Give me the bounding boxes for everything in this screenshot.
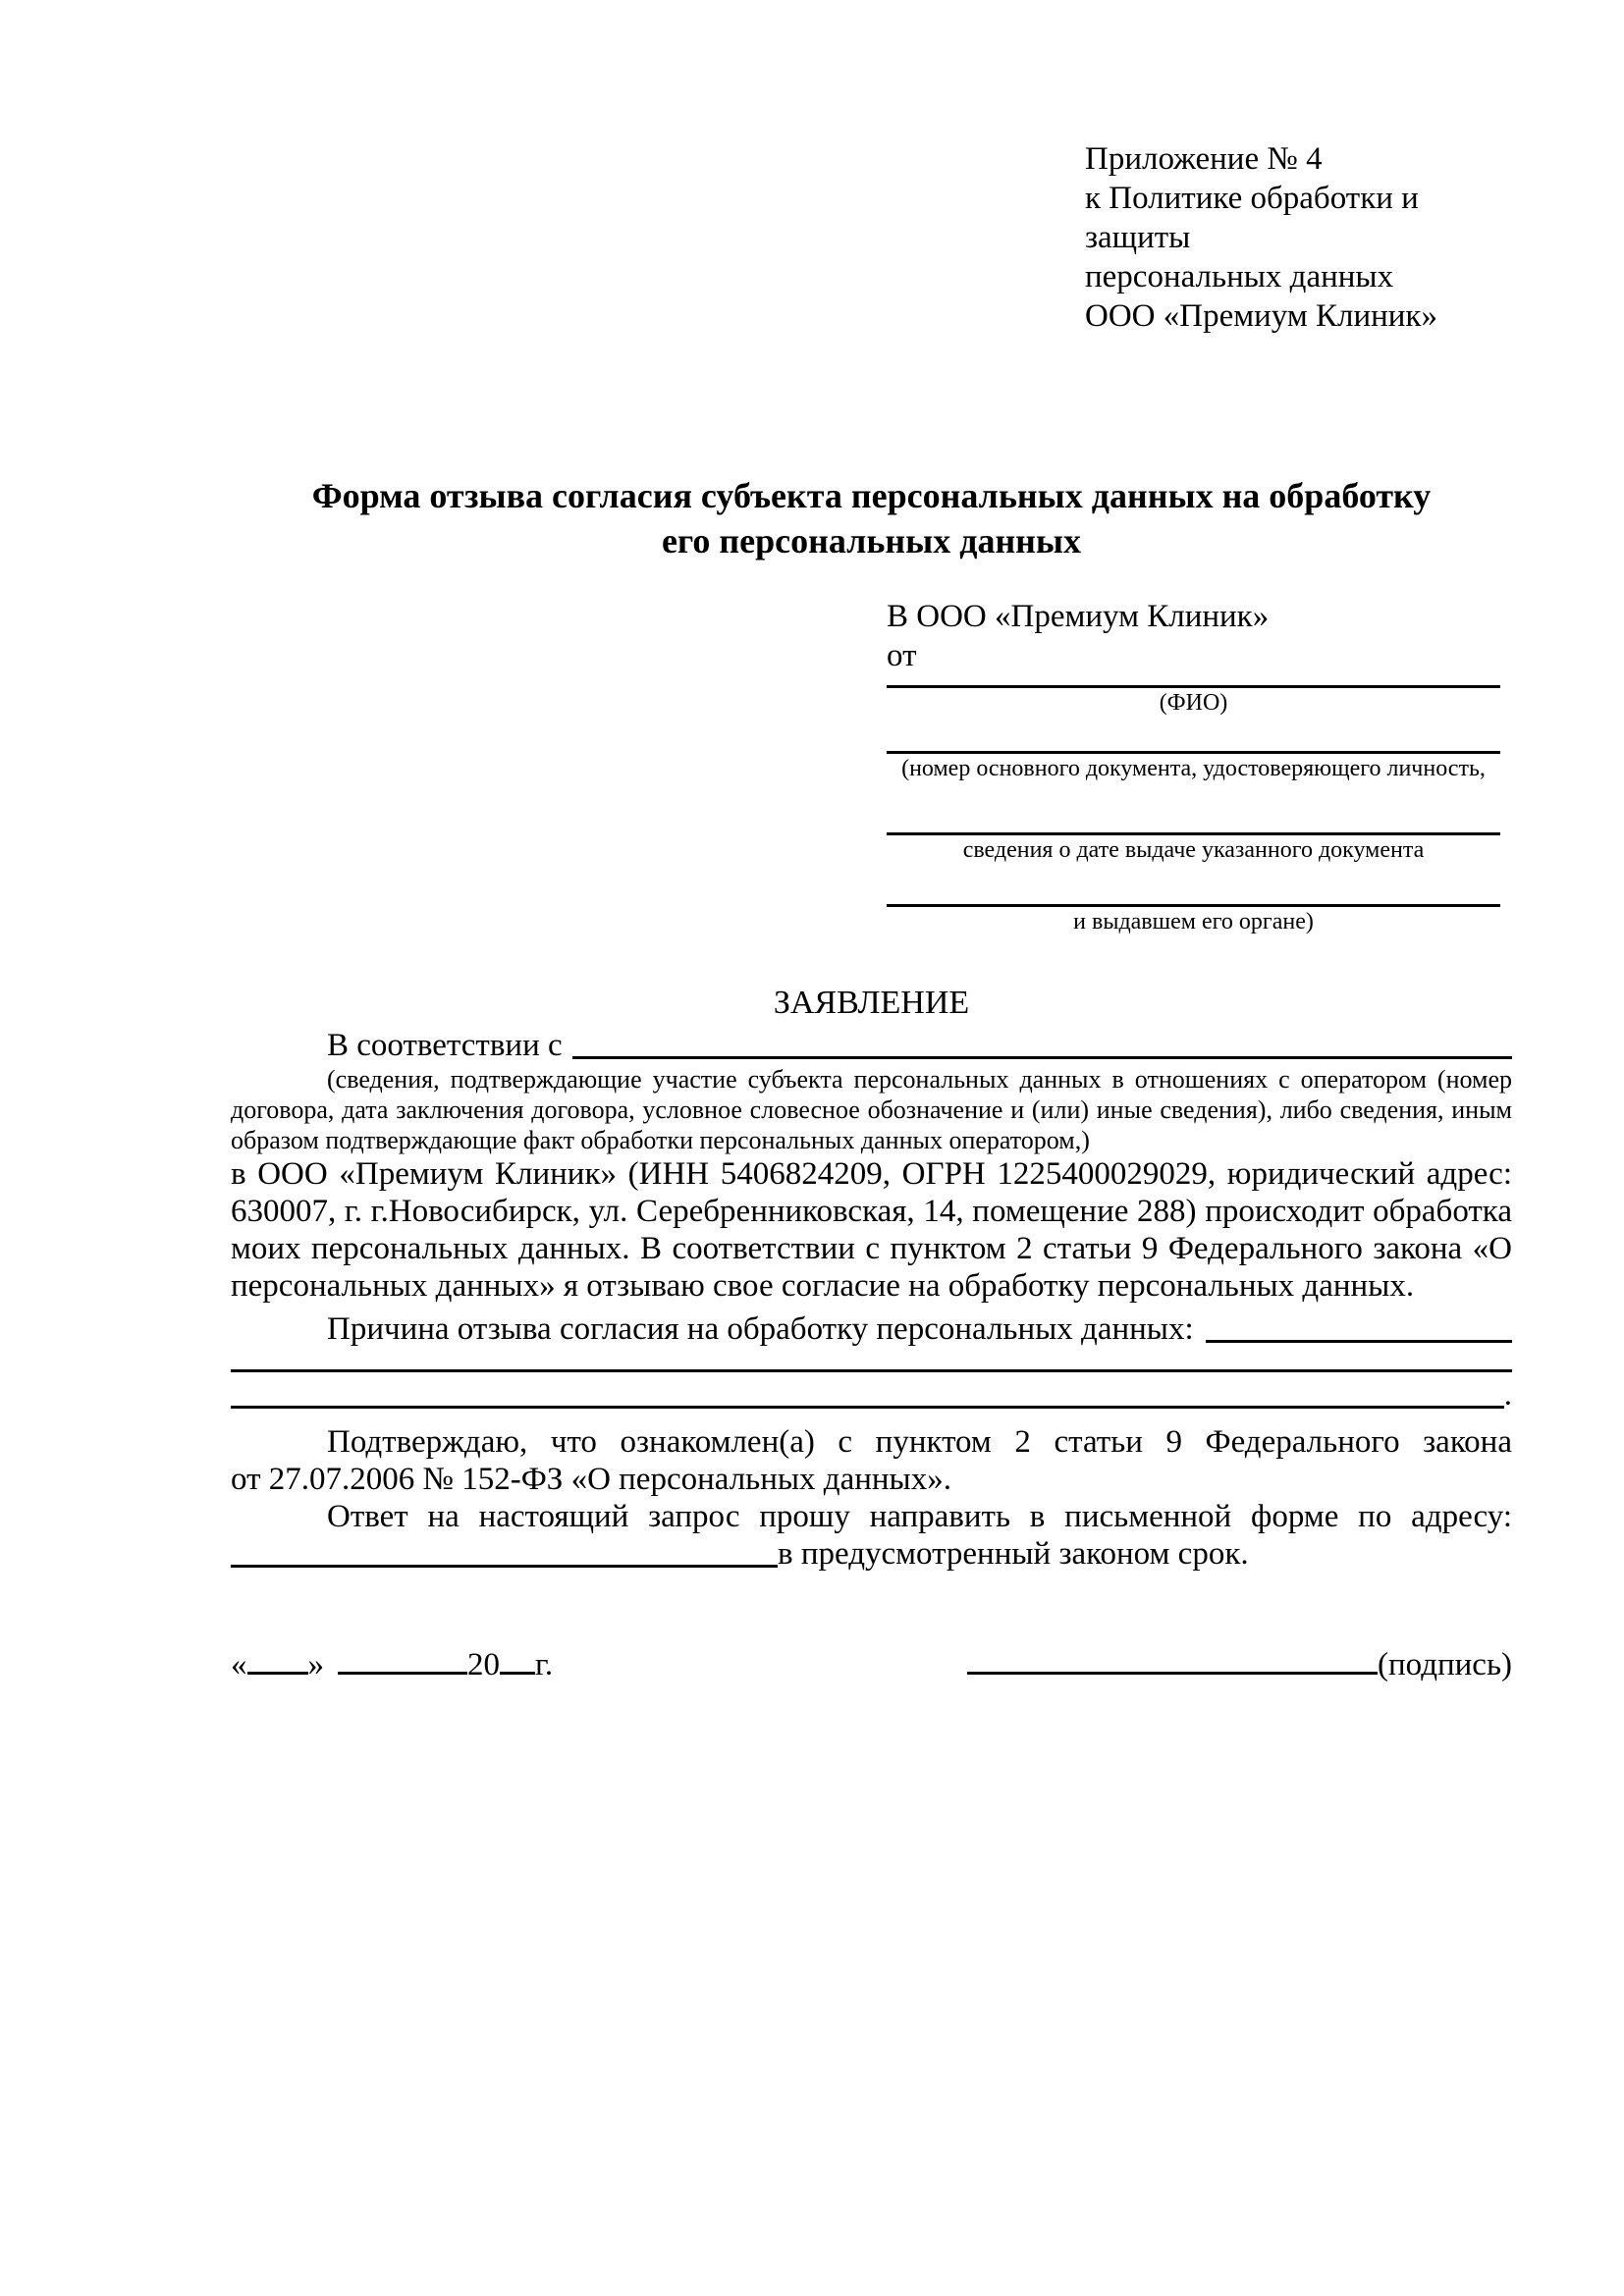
addressee-from-label: от <box>887 638 917 673</box>
confirmation-line2: от 27.07.2006 № 152-ФЗ «О персональных данных». <box>231 1462 951 1497</box>
day-close-quote: » <box>307 1647 324 1682</box>
statement-heading: ЗАЯВЛЕНИЕ <box>773 985 970 1021</box>
year-blank-line <box>500 1670 535 1675</box>
issuing-authority-blank-line <box>887 896 1500 907</box>
addressee-to: В ООО «Премиум Клиник» <box>887 599 1270 634</box>
issuing-authority-caption: и выдавшем его органе) <box>1073 909 1314 934</box>
day-open-quote: « <box>231 1647 247 1682</box>
reason-line <box>231 1310 1512 1348</box>
signature-caption: (подпись) <box>1378 1647 1512 1682</box>
confirmation-paragraph <box>231 1423 1512 1498</box>
reason-blank-line-2 <box>231 1348 1512 1372</box>
reply-tail: в предусмотренный законом срок. <box>778 1536 1249 1572</box>
reply-address-row <box>231 1535 1512 1573</box>
signature-blank-line <box>967 1670 1378 1675</box>
basis-blank-line <box>572 1056 1512 1059</box>
basis-label: В соответствии с <box>327 1028 563 1063</box>
reason-blank-line-3-row <box>231 1372 1512 1414</box>
reply-request-line: Ответ на настоящий запрос прошу направить в письменной форме по адресу: <box>327 1499 1512 1534</box>
appendix-note-line3: персональных данных <box>1085 259 1394 294</box>
document-title <box>231 473 1512 563</box>
reply-address-blank-line <box>231 1565 778 1568</box>
year-suffix: г. <box>535 1647 554 1682</box>
document-title-line2: его персональных данных <box>661 521 1082 561</box>
reason-blank-line-1 <box>1206 1340 1512 1343</box>
fio-caption: (ФИО) <box>1159 690 1228 716</box>
day-blank-line <box>247 1670 308 1675</box>
appendix-note-line2: к Политике обработки и защиты <box>1085 181 1419 255</box>
issue-date-caption: сведения о дате выдаче указанного документа <box>962 837 1425 863</box>
issue-date-blank-line <box>887 825 1500 835</box>
appendix-note-line1: Приложение № 4 <box>1085 141 1323 177</box>
addressee-block <box>887 597 1500 936</box>
reason-label: Причина отзыва согласия на обработку персональных данных: <box>327 1311 1194 1347</box>
signature-field <box>967 1645 1512 1684</box>
date-field <box>231 1645 553 1684</box>
statement-body: в ООО «Премиум Клиник» (ИНН 5406824209, ОГРН 1225400029029, юридический адрес: 630007, г. г.Новосибирск, ул. Серебренниковская, 14, помещение 288) происходит обработка моих персональных данных. В соответствии с пунктом 2 статьи 9 Федерального закона «О персональных данных» я отзываю свое согласие на обработку персональных данных. <box>231 1156 1512 1304</box>
appendix-note <box>1085 0 1512 336</box>
document-title-line1: Форма отзыва согласия субъекта персональных данных на обработку <box>311 476 1432 515</box>
basis-line <box>231 1027 1512 1064</box>
year-prefix: 20 <box>467 1647 500 1682</box>
appendix-note-line4: ООО «Премиум Клиник» <box>1085 298 1437 334</box>
reason-period: . <box>1503 1377 1512 1413</box>
confirmation-line1: Подтверждаю, что ознакомлен(а) с пунктом 2 статьи 9 Федерального закона <box>327 1424 1512 1460</box>
identity-document-caption: (номер основного документа, удостоверяющего личность, <box>901 756 1486 781</box>
identity-document-blank-line <box>887 743 1500 754</box>
reason-blank-line-3 <box>231 1406 1504 1409</box>
fio-blank-line <box>887 675 1500 688</box>
month-blank-line <box>338 1670 467 1675</box>
basis-explanation: (сведения, подтверждающие участие субъекта персональных данных в отношениях с оператором (номер договора, дата заключения договора, условное словесное обозначение и (или) иные сведения), либо сведения, иным образом подтверждающие факт обработки персональных данных оператором,) <box>231 1065 1512 1154</box>
date-signature-row <box>231 1645 1512 1684</box>
